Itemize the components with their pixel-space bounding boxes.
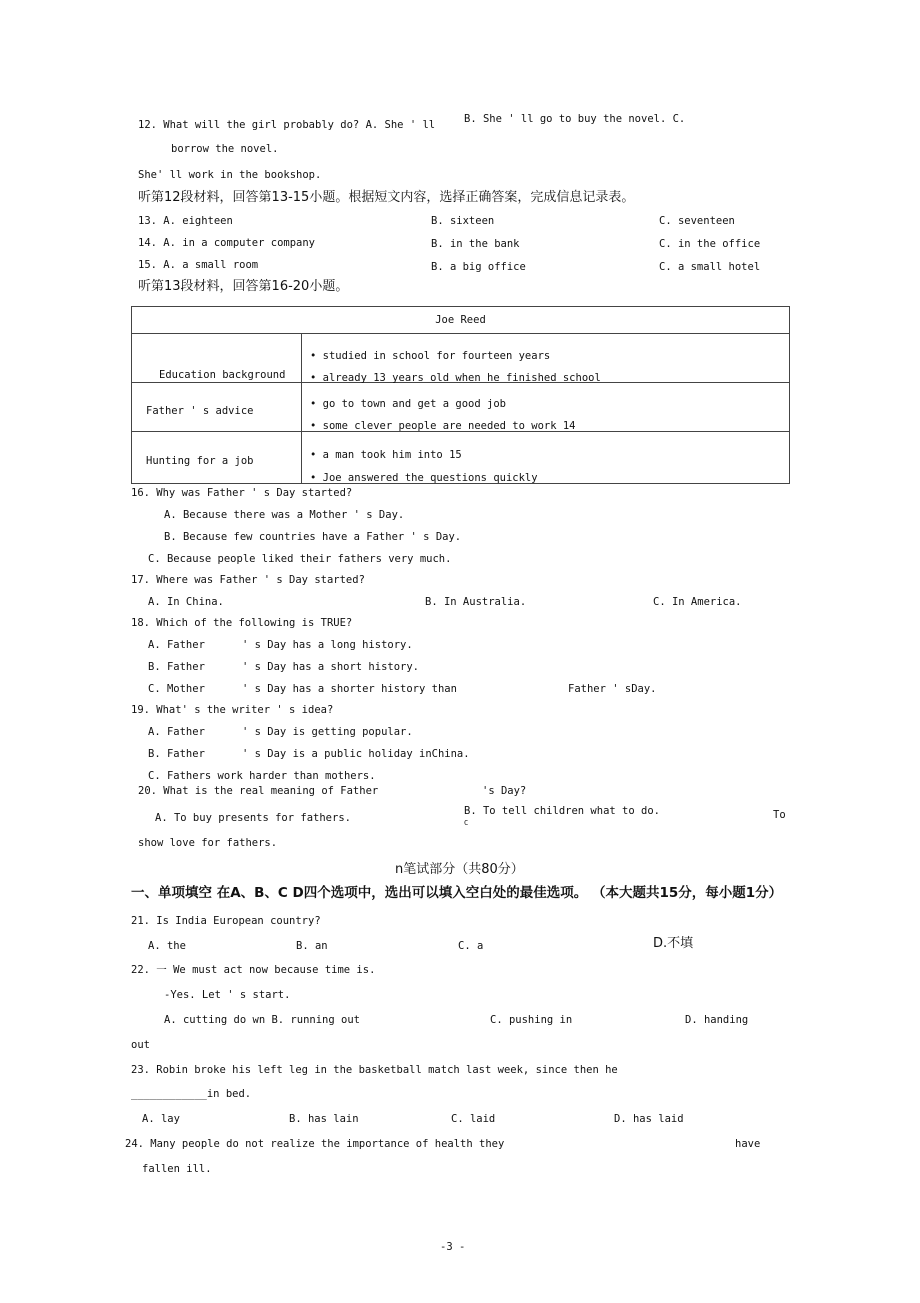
table-row-items [302, 383, 790, 432]
q21-stem: 21. Is India European country? [131, 915, 321, 927]
q23-stem: 23. Robin broke his left leg in the basketball match last week, since then he [131, 1064, 618, 1076]
education-label: Education background [159, 369, 286, 381]
q22-stem: 22. 一 We must act now because time is. [131, 964, 376, 976]
q22-option-ab: A. cutting do wn B. running out [164, 1014, 360, 1026]
q15-option-b: B. a big office [431, 261, 526, 273]
q24-stem-end: have [735, 1138, 761, 1150]
q12-option-b: B. She ' ll go to buy the novel. C. [464, 113, 686, 125]
q20-option-b: B. To tell children what to do. [464, 805, 660, 817]
q14-option-a: 14. A. in a computer company [138, 237, 316, 249]
table-item: • go to town and get a good job [310, 398, 506, 410]
q19-option-c: C. Fathers work harder than mothers. [148, 770, 376, 782]
q12-line2: borrow the novel. [171, 143, 279, 155]
q24-stem-cont: fallen ill. [142, 1163, 212, 1175]
q13-option-b: B. sixteen [431, 215, 495, 227]
table-item: • Joe answered the questions quickly [310, 472, 538, 484]
table-row-items [302, 432, 790, 484]
q23-stem-cont: ____________in bed. [131, 1088, 252, 1100]
table-item: • a man took him into 15 [310, 449, 462, 461]
q21-option-a: A. the [148, 940, 186, 952]
q18-option-b-text: ' s Day has a short history. [242, 661, 420, 673]
q16-option-a: A. Because there was a Mother ' s Day. [164, 509, 405, 521]
q22-option-d-cont: out [131, 1039, 150, 1051]
q19-option-b-text: ' s Day is a public holiday inChina. [242, 748, 470, 760]
q21-option-c: C. a [458, 940, 484, 952]
q22-reply: -Yes. Let ' s start. [164, 989, 291, 1001]
table-item: • some clever people are needed to work 14 [310, 420, 576, 432]
q18-option-a-text: ' s Day has a long history. [242, 639, 413, 651]
part2-heading: n笔试部分（共80分） [395, 862, 524, 877]
page-number: -3 - [440, 1241, 466, 1253]
section13-heading: 听第13段材料，回答第16-20小题。 [138, 279, 349, 294]
q20-option-a: A. To buy presents for fathers. [155, 812, 351, 824]
q13-option-a: 13. A. eighteen [138, 215, 233, 227]
table-row-items [302, 334, 790, 383]
q18-stem: 18. Which of the following is TRUE? [131, 617, 353, 629]
q20-option-c-letter: C [464, 819, 469, 827]
q17-stem: 17. Where was Father ' s Day started? [131, 574, 365, 586]
q20-option-c: To [773, 809, 786, 821]
q17-option-b: B. In Australia. [425, 596, 527, 608]
q20-option-c-cont: show love for fathers. [138, 837, 278, 849]
table-row-label [132, 383, 302, 432]
q23-option-b: B. has lain [289, 1113, 359, 1125]
q16-option-c: C. Because people liked their fathers very much. [148, 553, 452, 565]
q21-option-b: B. an [296, 940, 328, 952]
q19-stem: 19. What' s the writer ' s idea? [131, 704, 334, 716]
q18-option-c-text: ' s Day has a shorter history than [242, 683, 457, 695]
q22-option-c: C. pushing in [490, 1014, 573, 1026]
q12-line1: 12. What will the girl probably do? A. She ' ll [138, 119, 436, 131]
q17-option-c: C. In America. [653, 596, 742, 608]
q15-option-c: C. a small hotel [659, 261, 761, 273]
q18-option-b: B. Father [148, 661, 205, 673]
q23-option-c: C. laid [451, 1113, 496, 1125]
advice-label: Father ' s advice [146, 405, 254, 417]
q19-option-b: B. Father [148, 748, 205, 760]
table-title: Joe Reed [132, 307, 790, 334]
joe-reed-table [131, 306, 790, 484]
table-item: • studied in school for fourteen years [310, 350, 551, 362]
q17-option-a: A. In China. [148, 596, 224, 608]
q24-stem: 24. Many people do not realize the importance of health they [125, 1138, 505, 1150]
q18-option-c-end: Father ' sDay. [568, 683, 657, 695]
section1-heading: 一、单项填空 在A、B、C D四个选项中，选出可以填入空白处的最佳选项。 （本大题共15分，每小题1分） [131, 885, 783, 901]
section12-heading: 听第12段材料，回答第13-15小题。根据短文内容，选择正确答案，完成信息记录表。 [138, 190, 635, 205]
q16-stem: 16. Why was Father ' s Day started? [131, 487, 353, 499]
q19-option-a-text: ' s Day is getting popular. [242, 726, 413, 738]
q12-line3: She' ll work in the bookshop. [138, 169, 322, 181]
table-row-label [132, 334, 302, 383]
q23-option-d: D. has laid [614, 1113, 684, 1125]
q20-stem-end: 's Day? [482, 785, 527, 797]
q20-stem: 20. What is the real meaning of Father [138, 785, 379, 797]
q21-option-d: D.不填 [653, 936, 694, 951]
q19-option-a: A. Father [148, 726, 205, 738]
q15-option-a: 15. A. a small room [138, 259, 259, 271]
table-row-label [132, 432, 302, 484]
table-item: • already 13 years old when he finished school [310, 372, 601, 384]
q18-option-a: A. Father [148, 639, 205, 651]
q23-option-a: A. lay [142, 1113, 180, 1125]
q16-option-b: B. Because few countries have a Father ' s Day. [164, 531, 462, 543]
q18-option-c: C. Mother [148, 683, 205, 695]
q22-option-d: D. handing [685, 1014, 749, 1026]
q13-option-c: C. seventeen [659, 215, 735, 227]
hunting-label: Hunting for a job [146, 455, 254, 467]
q14-option-c: C. in the office [659, 238, 761, 250]
q14-option-b: B. in the bank [431, 238, 520, 250]
